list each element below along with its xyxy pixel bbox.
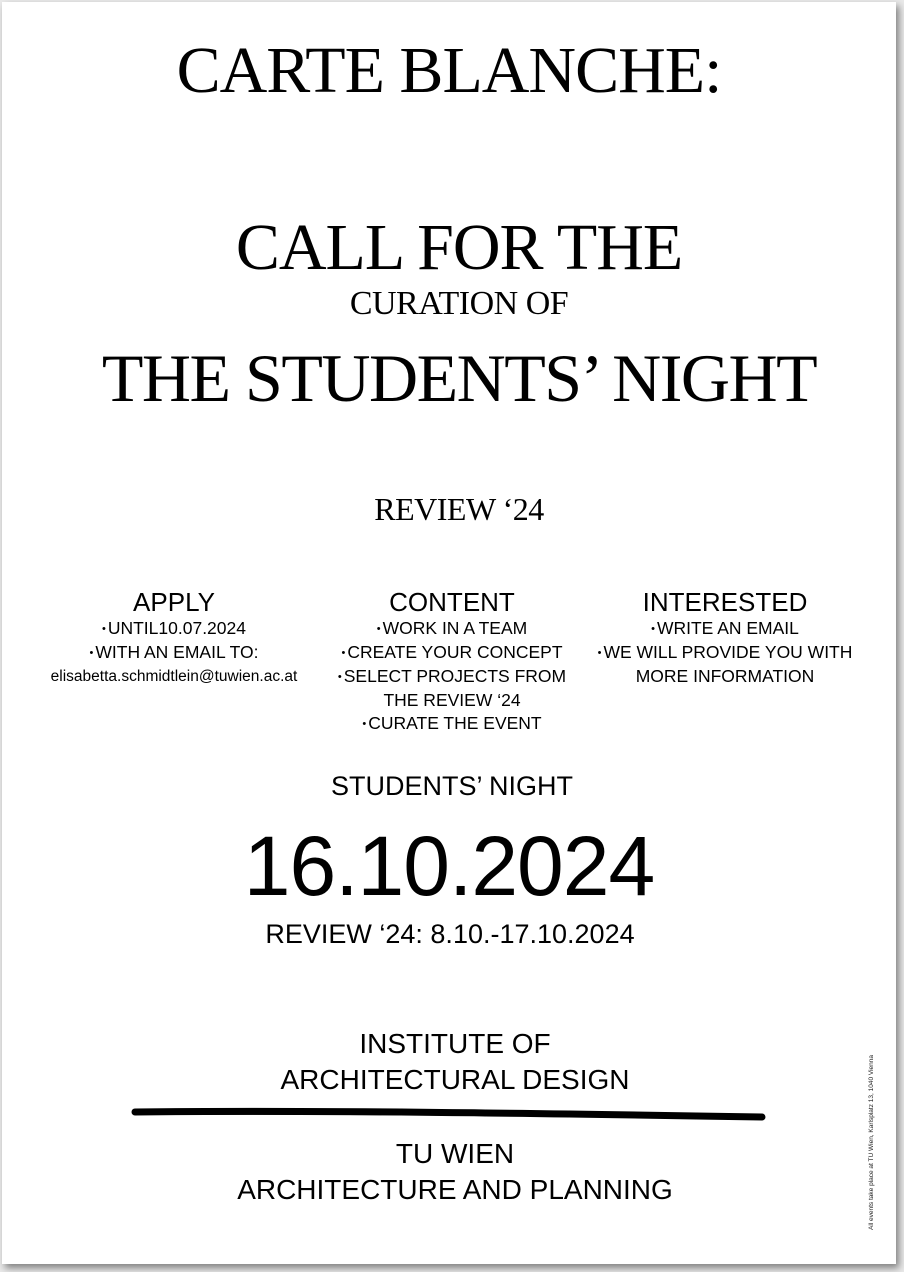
- poster: [2, 2, 896, 1264]
- apply-item: • UNTIL10.07.2024: [101, 618, 246, 638]
- apply-item: • WITH AN EMAIL TO:: [89, 642, 259, 662]
- content-item: • SELECT PROJECTS FROM: [337, 666, 567, 686]
- title-call-for-the: CALL FOR THE: [235, 211, 683, 284]
- bullet-icon: •: [597, 647, 602, 659]
- content-heading: CONTENT: [389, 587, 515, 617]
- university-block: [2, 1136, 904, 1208]
- institute-line2: ARCHITECTURAL DESIGN: [280, 1064, 630, 1095]
- interested-item: • WE WILL PROVIDE YOU WITH: [597, 642, 853, 662]
- university-line2: ARCHITECTURE AND PLANNING: [237, 1174, 673, 1205]
- content-item: • WORK IN A TEAM: [376, 618, 528, 638]
- bullet-icon: •: [341, 647, 346, 659]
- content-item: • CURATE THE EVENT: [362, 713, 542, 733]
- bullet-icon: •: [376, 623, 381, 635]
- bullet-icon: •: [101, 623, 106, 635]
- students-night-date: 16.10.2024: [243, 819, 655, 913]
- title-carte-blanche: CARTE BLANCHE:: [176, 34, 722, 107]
- interested-item: • WRITE AN EMAIL: [651, 618, 799, 638]
- interested-heading: INTERESTED: [642, 587, 808, 617]
- interested-item-continuation: MORE INFORMATION: [635, 666, 815, 686]
- university-line1: TU WIEN: [395, 1138, 515, 1169]
- review-title: REVIEW ‘24: [374, 491, 544, 527]
- brush-divider: [2, 2, 896, 1264]
- students-night-label: STUDENTS’ NIGHT: [331, 771, 573, 801]
- review-dates: REVIEW ‘24: 8.10.-17.10.2024: [265, 919, 635, 949]
- bullet-icon: •: [651, 623, 655, 635]
- institute-line1: INSTITUTE OF: [359, 1028, 551, 1059]
- apply-heading: APPLY: [133, 587, 215, 617]
- apply-email: elisabetta.schmidtlein@tuwien.ac.at: [50, 668, 298, 685]
- bullet-icon: •: [89, 647, 94, 659]
- content-item-continuation: THE REVIEW ‘24: [383, 690, 521, 710]
- title-curation-of: CURATION OF: [349, 285, 569, 322]
- title-students-night: THE STUDENTS’ NIGHT: [101, 340, 817, 416]
- bullet-icon: •: [362, 718, 367, 730]
- venue-footnote: All events take place at TU Wien, Karlsplatz 13, 1040 Vienna: [868, 1055, 875, 1230]
- content-item: • CREATE YOUR CONCEPT: [341, 642, 563, 662]
- bullet-icon: •: [337, 671, 342, 683]
